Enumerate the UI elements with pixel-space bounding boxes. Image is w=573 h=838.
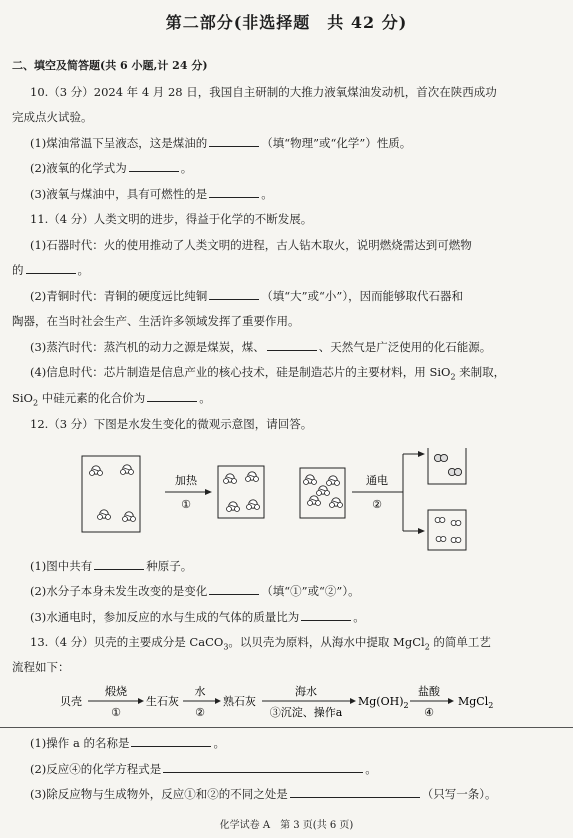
q13-part3: (3)除反应物与生成物外，反应①和②的不同之处是 （只写一条）。	[30, 787, 497, 801]
q11-part2: (2)青铜时代：青铜的硬度远比纯铜 （填“大”或“小”），因而能够取代石器和	[30, 289, 464, 303]
flow-node-slaked-lime: 熟石灰	[223, 695, 256, 708]
answer-blank[interactable]	[147, 390, 197, 402]
q12-part3: (3)水通电时，参加反应的水与生成的气体的质量比为 。	[30, 610, 365, 624]
q11-part4: (4)信息时代：芯片制造是信息产业的核心技术，硅是制造芯片的主要材料，用 SiO$_2$ 来制取，	[30, 365, 506, 382]
answer-blank[interactable]	[94, 558, 144, 570]
q13-part2: (2)反应④的化学方程式是 。	[30, 762, 377, 776]
q12-part1: (1)图中共有 种原子。	[30, 559, 193, 573]
svg-text:②: ②	[195, 706, 205, 719]
q10-part2: (2)液氧的化学式为 。	[30, 161, 193, 175]
q10-stem-cont: 完成点火试验。	[12, 110, 93, 124]
q13-stem-cont: 流程如下：	[12, 660, 70, 674]
section-heading: 二、填空及简答题(共 6 小题,计 24 分)	[12, 59, 208, 72]
answer-blank[interactable]	[209, 288, 259, 300]
q10-stem: 10.（3 分）2024 年 4 月 28 日，我国自主研制的大推力液氧煤油发动机，首次在陕西成功	[30, 85, 497, 99]
arrow1-label: 加热	[175, 474, 197, 487]
answer-blank[interactable]	[209, 135, 259, 147]
q10-part3: (3)液氧与煤油中，具有可燃性的是 。	[30, 187, 273, 201]
svg-text:③沉淀、操作a: ③沉淀、操作a	[269, 706, 343, 719]
answer-blank[interactable]	[131, 735, 211, 747]
q10-part1: (1)煤油常温下呈液态，这是煤油的 （填“物理”或“化学”）性质。	[30, 136, 412, 150]
answer-blank[interactable]	[129, 160, 179, 172]
answer-blank[interactable]	[267, 339, 317, 351]
q13-stem: 13.（4 分）贝壳的主要成分是 CaCO$_3$。以贝壳为原料，从海水中提取 MgCl$_2$ 的简单工艺	[30, 635, 491, 652]
q13-part1: (1)操作 a 的名称是 。	[30, 736, 225, 750]
svg-text:①: ①	[111, 706, 121, 719]
svg-text:④: ④	[424, 706, 434, 719]
answer-blank[interactable]	[290, 786, 420, 798]
answer-blank[interactable]	[163, 761, 363, 773]
svg-text:海水: 海水	[295, 685, 317, 698]
arrow1-number: ①	[181, 498, 191, 511]
flow-node-mgcl2: MgCl$_2$	[458, 695, 494, 710]
divider	[0, 727, 573, 728]
box-water-vapor	[218, 466, 264, 518]
page-footer: 化学试卷 A 第 3 页(共 6 页)	[219, 820, 354, 831]
q11-part1: (1)石器时代：火的使用推动了人类文明的进程，古人钻木取火，说明燃烧需达到可燃物	[30, 238, 472, 252]
answer-blank[interactable]	[26, 262, 76, 274]
q11-part3: (3)蒸汽时代：蒸汽机的动力之源是煤炭，煤、 、天然气是广泛使用的化石能源。	[30, 340, 492, 354]
box-hydrogen	[428, 510, 466, 550]
process-flow-diagram	[0, 682, 573, 722]
part-title: 第二部分(非选择题 共 42 分)	[165, 13, 408, 32]
q11-stem: 11.（4 分）人类文明的进步，得益于化学的不断发展。	[30, 212, 313, 226]
flow-node-quicklime: 生石灰	[146, 695, 179, 708]
svg-text:水: 水	[194, 685, 206, 698]
answer-blank[interactable]	[209, 583, 259, 595]
box-oxygen	[428, 448, 466, 484]
q11-part4-cont: SiO$_2$ 中硅元素的化合价为 。	[12, 391, 211, 408]
q11-part2-cont: 陶器，在当时社会生产、生活许多领域发挥了重要作用。	[12, 314, 300, 328]
q11-part1-cont: 的 。	[12, 263, 89, 277]
answer-blank[interactable]	[209, 186, 259, 198]
arrow2-number: ②	[372, 498, 382, 511]
q12-part2: (2)水分子本身未发生改变的是变化 （填“①”或“②”）。	[30, 584, 360, 598]
arrow2-label: 通电	[366, 474, 388, 487]
svg-text:煅烧: 煅烧	[105, 685, 127, 698]
flow-node-shell: 贝壳	[60, 695, 82, 708]
flow-node-mgoh2: $Mg(OH)_2$	[358, 695, 409, 710]
q12-stem: 12.（3 分）下图是水发生变化的微观示意图，请回答。	[30, 417, 313, 431]
answer-blank[interactable]	[301, 609, 351, 621]
svg-text:盐酸: 盐酸	[418, 685, 440, 698]
water-micro-diagram	[0, 448, 573, 558]
